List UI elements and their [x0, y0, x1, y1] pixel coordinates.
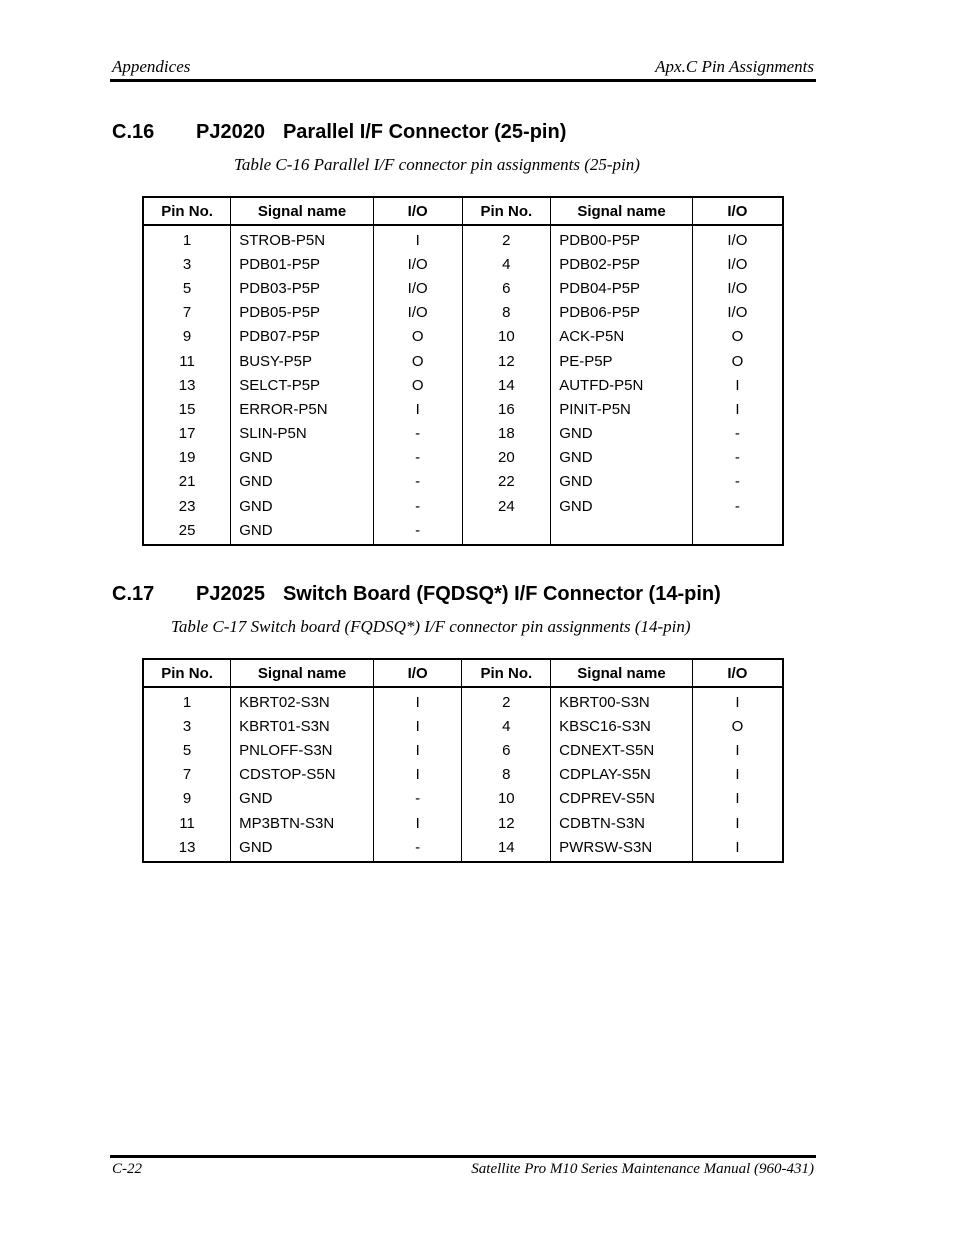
cell-pin-no: 11 — [143, 349, 231, 373]
cell-pin-no: 14 — [462, 373, 551, 397]
table-row — [143, 494, 783, 518]
cell-signal-name: PDB00-P5P — [551, 225, 693, 252]
cell-io: I/O — [373, 301, 462, 325]
cell-signal-name: STROB-P5N — [231, 225, 374, 252]
cell-io: I/O — [692, 252, 783, 276]
cell-pin-no: 5 — [143, 738, 231, 762]
page-number: C-22 — [112, 1161, 142, 1177]
cell-signal-name: CDPREV-S5N — [551, 787, 693, 811]
cell-io: I — [692, 787, 783, 811]
table-row — [143, 325, 783, 349]
cell-pin-no: 15 — [143, 397, 231, 421]
manual-title: Satellite Pro M10 Series Maintenance Manual (960-431) — [471, 1161, 814, 1177]
column-header-pin-no: Pin No. — [462, 659, 551, 687]
cell-io: O — [373, 325, 462, 349]
column-header-io: I/O — [373, 197, 462, 225]
cell-signal-name: CDPLAY-S5N — [551, 763, 693, 787]
cell-signal-name: PDB06-P5P — [551, 301, 693, 325]
cell-pin-no: 3 — [143, 252, 231, 276]
cell-io: I — [373, 714, 462, 738]
table-row — [143, 687, 783, 714]
table-header-row — [143, 197, 783, 225]
cell-io: I — [373, 397, 462, 421]
connector-code: PJ2025 — [196, 583, 265, 605]
cell-pin-no: 24 — [462, 494, 551, 518]
cell-io: O — [373, 373, 462, 397]
cell-signal-name: PDB04-P5P — [551, 276, 693, 300]
cell-io: - — [692, 470, 783, 494]
cell-pin-no: 10 — [462, 787, 551, 811]
cell-pin-no: 12 — [462, 811, 551, 835]
running-header-left: Appendices — [112, 57, 191, 76]
cell-signal-name: SELCT-P5P — [231, 373, 374, 397]
table-row — [143, 422, 783, 446]
section-number: C.17 — [112, 583, 155, 605]
table-caption-c16: Table C-16 Parallel I/F connector pin assignments (25-pin) — [234, 155, 640, 174]
cell-io: - — [373, 835, 462, 862]
pin-table-c16 — [142, 196, 784, 546]
cell-signal-name: KBRT02-S3N — [231, 687, 374, 714]
table-row — [143, 518, 783, 545]
cell-signal-name: PDB07-P5P — [231, 325, 374, 349]
cell-pin-no: 7 — [143, 763, 231, 787]
cell-pin-no: 4 — [462, 714, 551, 738]
cell-pin-no: 23 — [143, 494, 231, 518]
table-caption-c17: Table C-17 Switch board (FQDSQ*) I/F connector pin assignments (14-pin) — [171, 617, 691, 636]
table-row — [143, 225, 783, 252]
cell-io: I — [373, 763, 462, 787]
cell-signal-name: CDNEXT-S5N — [551, 738, 693, 762]
cell-signal-name: ACK-P5N — [551, 325, 693, 349]
cell-signal-name: GND — [551, 446, 693, 470]
cell-signal-name: CDSTOP-S5N — [231, 763, 374, 787]
cell-signal-name: PDB02-P5P — [551, 252, 693, 276]
cell-pin-no: 13 — [143, 835, 231, 862]
table-row — [143, 301, 783, 325]
cell-pin-no: 10 — [462, 325, 551, 349]
column-header-signal-name: Signal name — [551, 659, 693, 687]
cell-signal-name: KBRT00-S3N — [551, 687, 693, 714]
section-heading-c17 — [112, 583, 721, 606]
cell-io: I/O — [692, 276, 783, 300]
cell-io: I — [692, 373, 783, 397]
table-row — [143, 738, 783, 762]
cell-pin-no — [462, 518, 551, 545]
cell-pin-no: 19 — [143, 446, 231, 470]
cell-io: - — [373, 518, 462, 545]
cell-io: - — [373, 422, 462, 446]
cell-pin-no: 5 — [143, 276, 231, 300]
table-row — [143, 811, 783, 835]
table-row — [143, 787, 783, 811]
cell-signal-name: GND — [231, 835, 374, 862]
cell-signal-name: PINIT-P5N — [551, 397, 693, 421]
cell-signal-name: PDB03-P5P — [231, 276, 374, 300]
table-row — [143, 397, 783, 421]
column-header-signal-name: Signal name — [231, 197, 374, 225]
cell-pin-no: 3 — [143, 714, 231, 738]
cell-signal-name: PDB05-P5P — [231, 301, 374, 325]
cell-signal-name: BUSY-P5P — [231, 349, 374, 373]
column-header-io: I/O — [373, 659, 462, 687]
cell-io: I — [692, 687, 783, 714]
cell-io: I/O — [692, 301, 783, 325]
cell-pin-no: 20 — [462, 446, 551, 470]
cell-io: - — [692, 494, 783, 518]
cell-signal-name: GND — [231, 787, 374, 811]
table-row — [143, 349, 783, 373]
cell-io — [692, 518, 783, 545]
running-header-right: Apx.C Pin Assignments — [655, 57, 814, 76]
cell-pin-no: 1 — [143, 225, 231, 252]
cell-io: - — [692, 422, 783, 446]
pin-table-c17 — [142, 658, 784, 863]
table-row — [143, 252, 783, 276]
cell-io: - — [373, 494, 462, 518]
cell-signal-name: GND — [231, 446, 374, 470]
cell-io: - — [373, 446, 462, 470]
cell-io: - — [373, 787, 462, 811]
cell-pin-no: 18 — [462, 422, 551, 446]
cell-signal-name: ERROR-P5N — [231, 397, 374, 421]
cell-pin-no: 9 — [143, 325, 231, 349]
cell-pin-no: 25 — [143, 518, 231, 545]
cell-io: I — [373, 225, 462, 252]
cell-io: I — [692, 763, 783, 787]
cell-signal-name: PE-P5P — [551, 349, 693, 373]
cell-io: I — [373, 811, 462, 835]
section-heading-c16 — [112, 121, 566, 144]
cell-io: I — [373, 687, 462, 714]
cell-pin-no: 1 — [143, 687, 231, 714]
section-title: Parallel I/F Connector (25-pin) — [282, 121, 567, 143]
cell-signal-name: PWRSW-S3N — [551, 835, 693, 862]
cell-pin-no: 7 — [143, 301, 231, 325]
cell-io: I/O — [692, 225, 783, 252]
cell-signal-name: GND — [231, 494, 374, 518]
cell-signal-name: GND — [551, 422, 693, 446]
cell-signal-name: GND — [551, 470, 693, 494]
cell-io: - — [692, 446, 783, 470]
section-title: Switch Board (FQDSQ*) I/F Connector (14-pin) — [282, 583, 721, 605]
cell-pin-no: 17 — [143, 422, 231, 446]
cell-io: - — [373, 470, 462, 494]
cell-pin-no: 8 — [462, 301, 551, 325]
cell-signal-name: GND — [551, 494, 693, 518]
cell-io: O — [692, 349, 783, 373]
header-rule — [110, 79, 816, 82]
cell-pin-no: 9 — [143, 787, 231, 811]
cell-pin-no: 2 — [462, 687, 551, 714]
cell-pin-no: 6 — [462, 276, 551, 300]
cell-pin-no: 21 — [143, 470, 231, 494]
cell-pin-no: 12 — [462, 349, 551, 373]
table-row — [143, 373, 783, 397]
column-header-pin-no: Pin No. — [462, 197, 551, 225]
cell-signal-name: KBSC16-S3N — [551, 714, 693, 738]
column-header-signal-name: Signal name — [551, 197, 693, 225]
cell-signal-name: AUTFD-P5N — [551, 373, 693, 397]
column-header-pin-no: Pin No. — [143, 197, 231, 225]
cell-signal-name: KBRT01-S3N — [231, 714, 374, 738]
cell-io: O — [373, 349, 462, 373]
cell-io: I — [692, 397, 783, 421]
cell-signal-name: PDB01-P5P — [231, 252, 374, 276]
section-number: C.16 — [112, 121, 155, 143]
cell-pin-no: 11 — [143, 811, 231, 835]
cell-signal-name — [551, 518, 693, 545]
table-row — [143, 276, 783, 300]
cell-signal-name: GND — [231, 470, 374, 494]
cell-io: I/O — [373, 276, 462, 300]
cell-io: I — [373, 738, 462, 762]
cell-pin-no: 22 — [462, 470, 551, 494]
table-header-row — [143, 659, 783, 687]
cell-pin-no: 16 — [462, 397, 551, 421]
column-header-io: I/O — [692, 659, 783, 687]
cell-signal-name: GND — [231, 518, 374, 545]
cell-pin-no: 13 — [143, 373, 231, 397]
cell-pin-no: 6 — [462, 738, 551, 762]
cell-signal-name: CDBTN-S3N — [551, 811, 693, 835]
table-row — [143, 470, 783, 494]
footer-rule — [110, 1155, 816, 1158]
cell-io: O — [692, 325, 783, 349]
cell-pin-no: 8 — [462, 763, 551, 787]
cell-signal-name: SLIN-P5N — [231, 422, 374, 446]
table-row — [143, 446, 783, 470]
table-row — [143, 835, 783, 862]
cell-io: I — [692, 738, 783, 762]
cell-signal-name: MP3BTN-S3N — [231, 811, 374, 835]
cell-pin-no: 14 — [462, 835, 551, 862]
cell-io: I — [692, 811, 783, 835]
cell-io: I — [692, 835, 783, 862]
column-header-io: I/O — [692, 197, 783, 225]
cell-io: I/O — [373, 252, 462, 276]
cell-pin-no: 4 — [462, 252, 551, 276]
table-row — [143, 763, 783, 787]
cell-io: O — [692, 714, 783, 738]
cell-signal-name: PNLOFF-S3N — [231, 738, 374, 762]
column-header-signal-name: Signal name — [231, 659, 374, 687]
connector-code: PJ2020 — [196, 121, 265, 143]
table-row — [143, 714, 783, 738]
column-header-pin-no: Pin No. — [143, 659, 231, 687]
cell-pin-no: 2 — [462, 225, 551, 252]
